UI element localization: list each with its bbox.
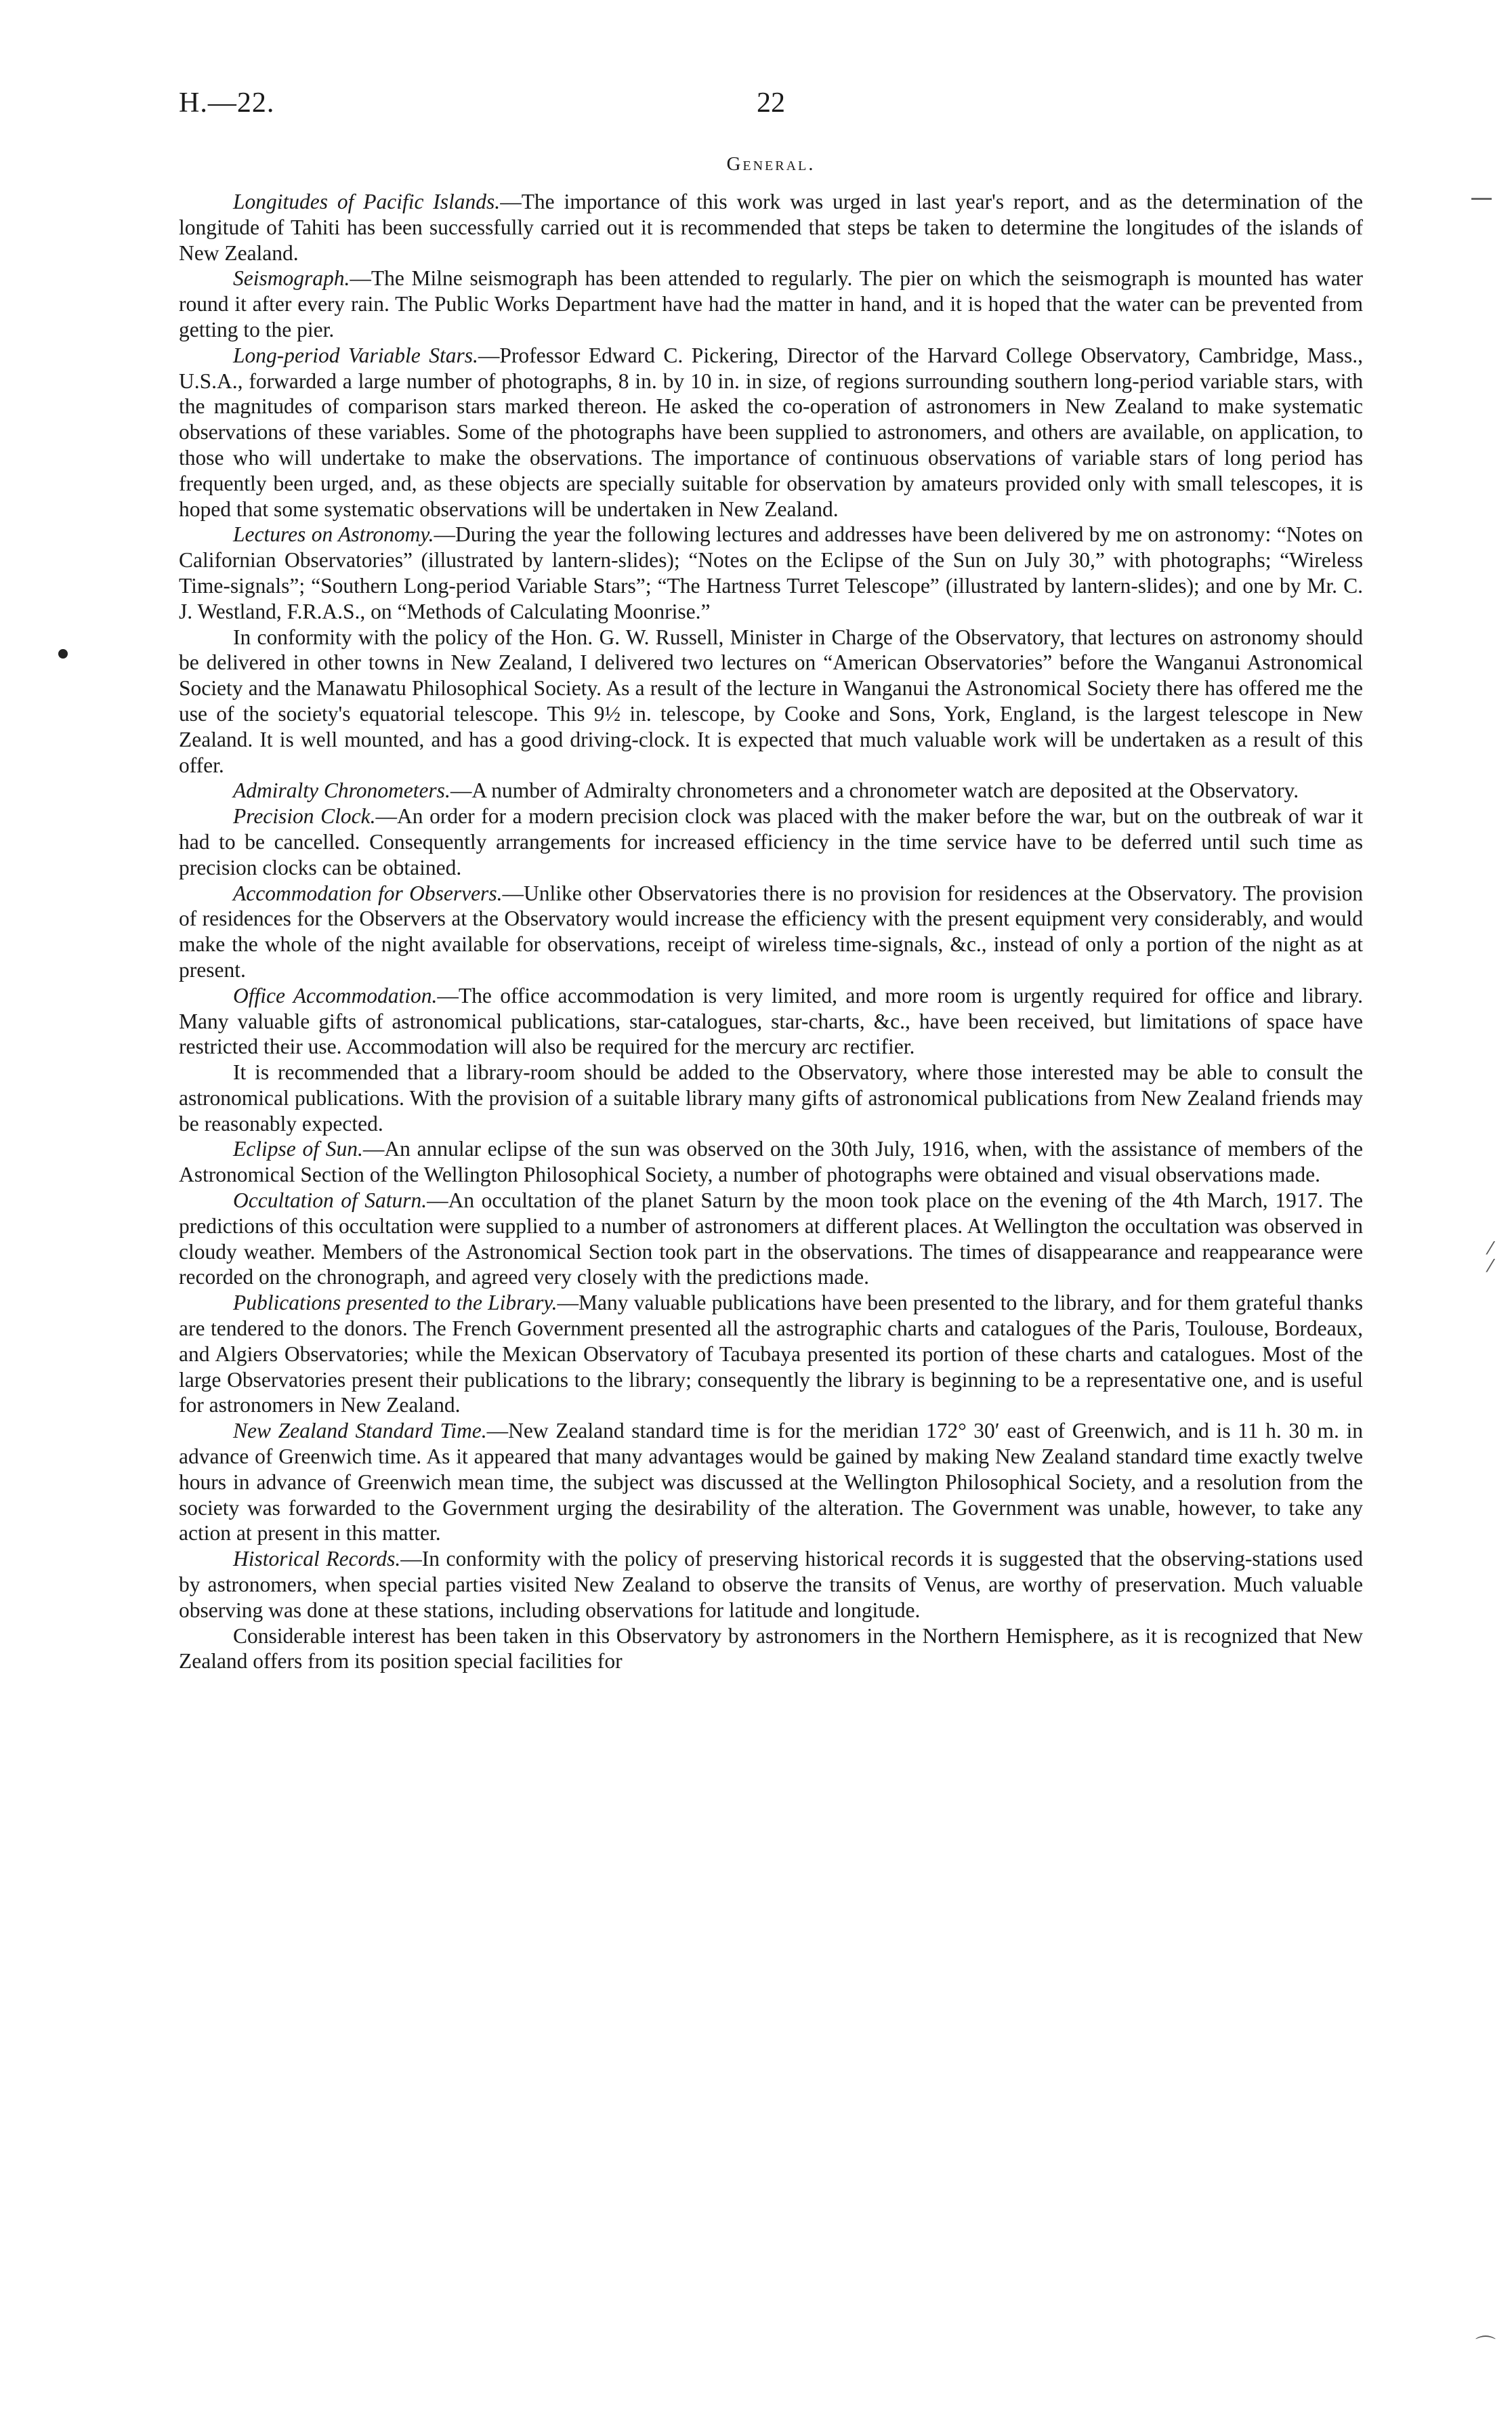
paragraph-heading: Long-period Variable Stars. [233, 343, 478, 367]
paragraph-text: It is recommended that a library-room should be added to the Observatory, where those interested may be able to consult the astronomical publications. With the provision of a suitable library many gifts of astronomical publications from New Zealand friends may be reasonably expected. [179, 1060, 1363, 1136]
document-code: H.—22. [179, 87, 275, 119]
paragraph-heading: Lectures on Astronomy. [233, 522, 434, 547]
paragraph-text: —New Zealand standard time is for the meridian 172° 30′ east of Greenwich, and is 11 h. 30 m. in advance of Greenwich time. As it appeared that many advantages would be gained by making New Zealand standard time exactly twelve hours in advance of Greenwich mean time, the subject was discussed at the Wellington Philosophical Society, and a resolution from the society was forwarded to the Government urging the desirability of the alteration. The Government was unable, however, to take any action at present in this matter. [179, 1419, 1363, 1545]
paragraph-lectures [179, 522, 1363, 624]
paragraph-heading: Precision Clock. [233, 804, 376, 829]
paragraph-text: —Many valuable publications have been presented to the library, and for them grateful thanks are tendered to the donors. The French Government presented all the astrographic charts and catalogues of the Paris, Toulouse, Bordeaux, and Algiers Observatories; while the Mexican Observatory of Tacubaya presented its portion of these charts and catalogues. Most of the large Observatories present their publications to the library; consequently the library is beginning to be a representative one, and is useful for astronomers in New Zealand. [179, 1291, 1363, 1417]
paragraph-library-room [179, 1060, 1363, 1136]
paragraph-text: —An annular eclipse of the sun was observed on the 30th July, 1916, when, with the assistance of members of the Astronomical Section of the Wellington Philosophical Society, a number of photographs were obtained and visual observations made. [179, 1137, 1364, 1187]
paragraph-text: Considerable interest has been taken in this Observatory by astronomers in the Northern Hemisphere, as it is recognized that New Zealand offers from its position special facilities for [179, 1623, 1363, 1673]
paragraph-text: —In conformity with the policy of preserving historical records it is suggested that the observing-stations used by astronomers, when special parties visited New Zealand to observe the transits of Venus, are worthy of preservation. Much valuable observing was done at these stations, including observations for latitude and longitude. [179, 1547, 1363, 1622]
paragraph-text: —The office accommodation is very limited, and more room is urgently required for office and library. Many valuable gifts of astronomical publications, star-catalogues, star-charts, &c., have been received, but limitations of space have restricted their use. Accommodation will also be required for the mercury arc rectifier. [179, 983, 1363, 1059]
page-number: 22 [757, 87, 785, 119]
paragraph-publications [179, 1290, 1363, 1418]
margin-dash-mark [1471, 198, 1492, 200]
paragraph-office-accommodation [179, 983, 1363, 1060]
paragraph-heading: Publications presented to the Library. [233, 1291, 558, 1315]
paragraph-northern-hemisphere [179, 1623, 1363, 1675]
paragraph-heading: Eclipse of Sun. [233, 1137, 363, 1161]
paragraph-lectures-continued [179, 625, 1363, 778]
body-text [179, 189, 1363, 1674]
section-title: General. [726, 153, 816, 175]
paragraph-heading: Occultation of Saturn. [233, 1188, 427, 1213]
paragraph-standard-time [179, 1418, 1363, 1546]
paragraph-text: —Unlike other Observatories there is no provision for residences at the Observatory. The provision of residences for the Observers at the Observatory would increase the efficiency with the present equipment very considerably, and would make the whole of the night available for observations, receipt of wireless time-signals, &c., instead of only a portion of the night as at present. [179, 881, 1363, 982]
paragraph-accommodation-observers [179, 881, 1363, 983]
page-header [179, 87, 1363, 134]
margin-tick-marks: ⁄ ⁄ [1489, 1239, 1492, 1276]
margin-curve-mark: ⌒ [1475, 2335, 1496, 2358]
paragraph-text: —A number of Admiralty chronometers and a chronometer watch are deposited at the Observatory. [450, 778, 1299, 803]
paragraph-text: —Professor Edward C. Pickering, Director of the Harvard College Observatory, Cambridge, Mass., U.S.A., forwarded a large number of photographs, 8 in. by 10 in. in size, of regions surrounding southern long-period variable stars, with the magnitudes of comparison stars marked thereon. He asked the co-operation of astronomers in New Zealand to make systematic observations of these variables. Some of the photographs have been supplied to astronomers, and others are available, on application, to those who will undertake to make the observations. The importance of continuous observations of variable stars of long period has frequently been urged, and, as these objects are specially suitable for observation by amateurs provided only with small telescopes, it is hoped that some systematic observations will be undertaken in New Zealand. [179, 343, 1363, 521]
paragraph-heading: New Zealand Standard Time. [233, 1419, 487, 1443]
paragraph-heading: Accommodation for Observers. [233, 881, 503, 905]
paragraph-heading: Admiralty Chronometers. [233, 778, 450, 803]
margin-dot-mark [58, 649, 68, 659]
paragraph-text: —An occultation of the planet Saturn by the moon took place on the evening of the 4th March, 1917. The predictions of this occultation were supplied to a number of astronomers at different places. At Wellington the occultation was observed in cloudy weather. Members of the Astronomical Section took part in the observations. The times of disappearance and reappearance were recorded on the chronograph, and agreed very closely with the predictions made. [179, 1188, 1363, 1289]
paragraph-heading: Longitudes of Pacific Islands. [233, 190, 501, 213]
paragraph-heading: Historical Records. [233, 1547, 401, 1571]
paragraph-text: —The Milne seismograph has been attended to regularly. The pier on which the seismograph is mounted has water round it after every rain. The Public Works Department have had the matter in hand, and it is hoped that the water can be prevented from getting to the pier. [179, 266, 1363, 341]
paragraph-heading: Office Accommodation. [233, 983, 438, 1007]
paragraph-heading: Seismograph. [233, 266, 350, 291]
paragraph-text: In conformity with the policy of the Hon. G. W. Russell, Minister in Charge of the Observatory, that lectures on astronomy should be delivered in other towns in New Zealand, I delivered two lectures on “American Observatories” before the Wanganui Astronomical Society and the Manawatu Philosophical Society. As a result of the lecture in Wanganui the Astronomical Society there has offered me the use of the society's equatorial telescope. This 9½ in. telescope, by Cooke and Sons, York, England, is the largest telescope in New Zealand. It is well mounted, and has a good driving-clock. It is expected that much valuable work will be undertaken as a result of this offer. [179, 625, 1363, 777]
paragraph-occultation [179, 1188, 1363, 1290]
paragraph-text: —The importance of this work was urged in last year's report, and as the determination of the longitude of Tahiti has been successfully carried out it is recommended that steps be taken to determine the longitudes of the islands of New Zealand. [179, 190, 1363, 265]
paragraph-variable-stars [179, 343, 1363, 522]
paragraph-seismograph [179, 266, 1363, 342]
paragraph-precision-clock [179, 804, 1363, 880]
paragraph-longitudes [179, 189, 1363, 266]
paragraph-text: —During the year the following lectures and addresses have been delivered by me on astronomy: “Notes on Californian Observatories” (illustrated by lantern-slides); “Notes on the Eclipse of the Sun on July 30,” with photographs; “Wireless Time-signals”; “Southern Long-period Variable Stars”; “The Hartness Turret Telescope” (illustrated by lantern-slides); and one by Mr. C. J. Westland, F.R.A.S., on “Methods of Calculating Moonrise.” [179, 522, 1363, 623]
paragraph-historical-records [179, 1546, 1363, 1623]
paragraph-text: —An order for a modern precision clock was placed with the maker before the war, but on the outbreak of war it had to be cancelled. Consequently arrangements for increased efficiency in the time service have to be deferred until such time as precision clocks can be obtained. [179, 804, 1364, 879]
paragraph-chronometers [179, 778, 1363, 804]
paragraph-eclipse [179, 1136, 1363, 1188]
